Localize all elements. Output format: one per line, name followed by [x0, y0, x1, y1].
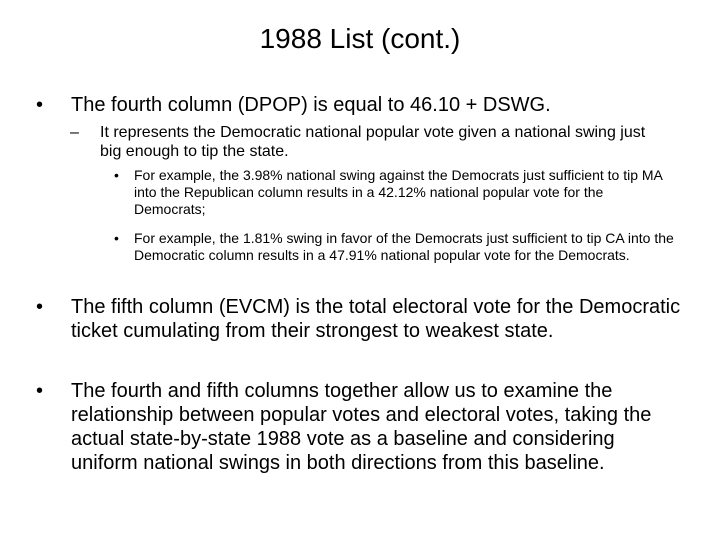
- bullet-point-evcm: [36, 295, 686, 343]
- bullet-point-relationship: [36, 379, 686, 475]
- bullet-text: The fifth column (EVCM) is the total electoral vote for the Democratic ticket cumulating from their strongest to weakest state.: [71, 296, 681, 342]
- example-text: For example, the 3.98% national swing against the Democrats just sufficient to tip MA into the Republican column results in a 42.12% national popular vote for the Democrats;: [134, 167, 663, 217]
- bullet-icon: •: [36, 296, 44, 318]
- example-ma: [114, 167, 674, 218]
- bullet-icon: •: [36, 380, 44, 402]
- bullet-icon: •: [36, 94, 44, 116]
- sub-point-text: It represents the Democratic national popular vote given a national swing just big enough to tip the state.: [100, 124, 646, 160]
- bullet-text: The fourth column (DPOP) is equal to 46.10 + DSWG.: [71, 94, 551, 116]
- dash-icon: –: [70, 124, 79, 141]
- slide-title: 1988 List (cont.): [259, 23, 461, 54]
- bullet-text: The fourth and fifth columns together allow us to examine the relationship between popular votes and electoral votes, taking the actual state-by-state 1988 vote as a baseline and considering uniform national swings in both directions from this baseline.: [71, 380, 652, 474]
- bullet-icon: •: [114, 167, 119, 183]
- sub-point-dpop-meaning: [70, 123, 650, 161]
- bullet-point-dpop: [36, 93, 686, 117]
- bullet-icon: •: [114, 230, 119, 246]
- example-text: For example, the 1.81% swing in favor of the Democrats just sufficient to tip CA into the Democratic column results in a 47.91% national popular vote for the Democrats.: [134, 230, 674, 263]
- example-ca: [114, 230, 674, 264]
